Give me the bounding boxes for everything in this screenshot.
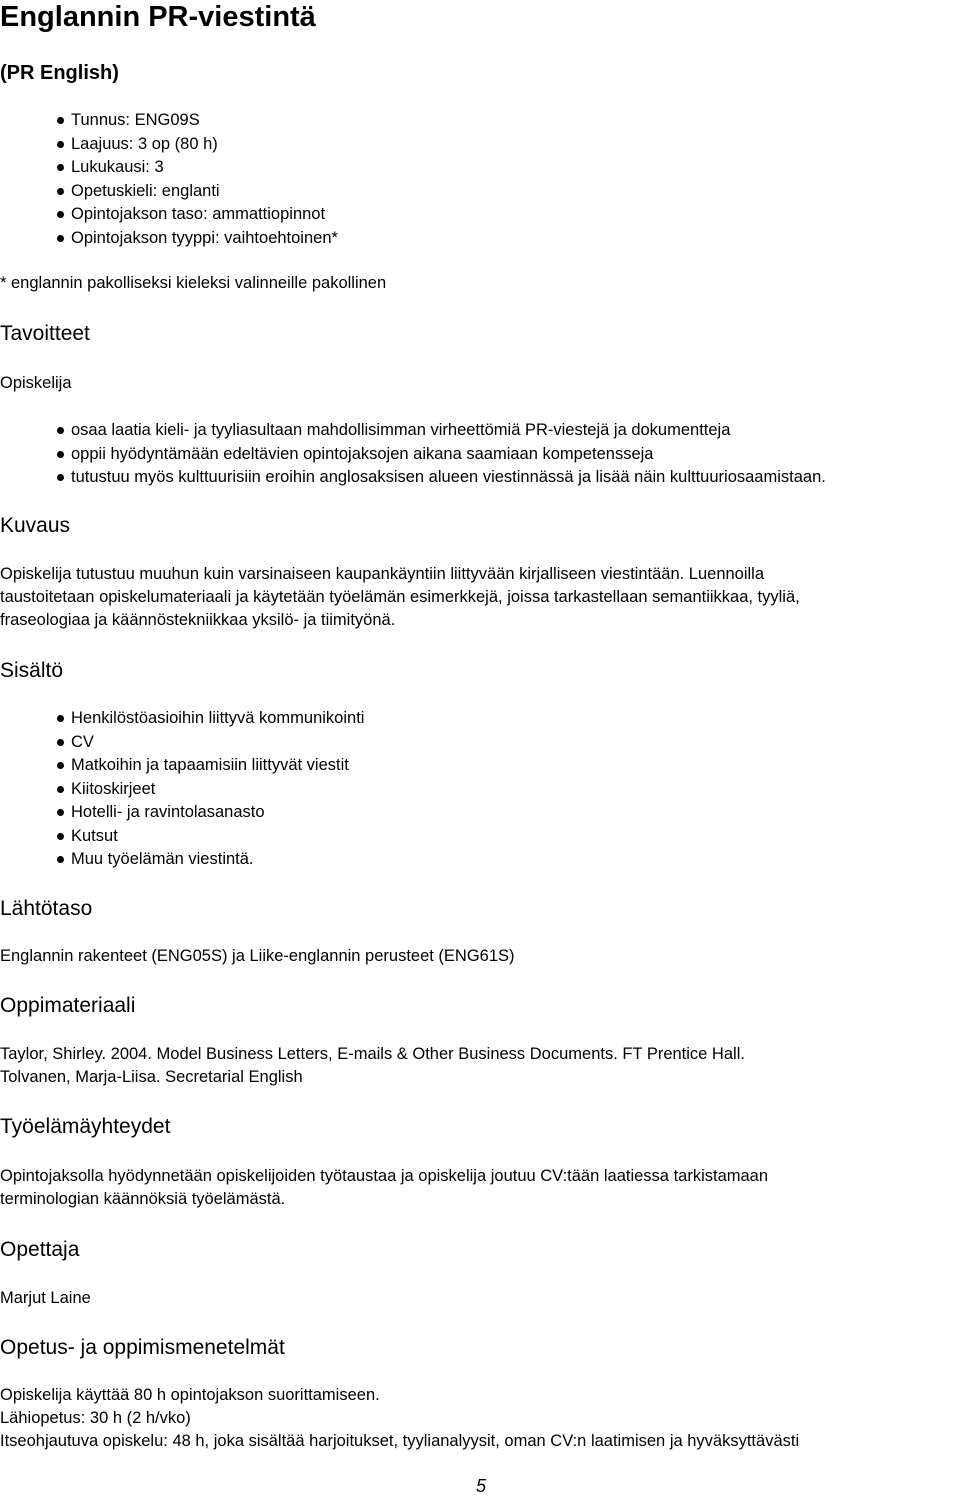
section-heading-tyoelamayhteydet: Työelämäyhteydet [0, 1115, 171, 1138]
list-item: Kutsut [57, 825, 364, 849]
list-item: Hotelli- ja ravintolasanasto [57, 801, 364, 825]
paragraph-line: Opiskelija käyttää 80 h opintojakson suorittamiseen. [0, 1386, 380, 1404]
paragraph-line: Opiskelija tutustuu muuhun kuin varsinaiseen kaupankäyntiin liittyvään kirjalliseen viestintään. Luennoilla [0, 565, 765, 583]
list-item: Kiitoskirjeet [57, 778, 364, 802]
teacher-name: Marjut Laine [0, 1289, 91, 1307]
lahtotaso-paragraph [0, 945, 515, 968]
paragraph-line: Itseohjautuva opiskelu: 48 h, joka sisältää harjoitukset, tyylianalyysit, oman CV:n laatimisen ja hyväksyttävästi [0, 1432, 800, 1450]
bullet-icon [57, 427, 64, 434]
tavoitteet-intro: Opiskelija [0, 374, 72, 392]
bullet-icon [57, 117, 64, 124]
bullet-icon [57, 833, 64, 840]
page-title: Englannin PR-viestintä [0, 1, 316, 33]
paragraph-line: Tolvanen, Marja-Liisa. Secretarial English [0, 1068, 303, 1086]
page-number: 5 [476, 1476, 487, 1496]
section-heading-oppimateriaali: Oppimateriaali [0, 994, 136, 1017]
tyoelamayhteydet-paragraph [0, 1165, 768, 1211]
list-item: tutustuu myös kulttuurisiin eroihin anglosaksisen alueen viestinnässä ja lisää näin kulttuuriosaamistaan. [57, 466, 826, 490]
list-item: Laajuus: 3 op (80 h) [57, 133, 338, 157]
bullet-icon [57, 809, 64, 816]
kuvaus-paragraph [0, 563, 800, 632]
list-item: Matkoihin ja tapaamisiin liittyvät viestit [57, 754, 364, 778]
section-heading-sisalto: Sisältö [0, 659, 64, 682]
page-subtitle: (PR English) [0, 62, 119, 84]
bullet-icon [57, 715, 64, 722]
bullet-icon [57, 739, 64, 746]
list-item: Opetuskieli: englanti [57, 180, 338, 204]
bullet-icon [57, 164, 64, 171]
section-heading-tavoitteet: Tavoitteet [0, 322, 90, 345]
bullet-icon [57, 188, 64, 195]
bullet-icon [57, 856, 64, 863]
list-item: Muu työelämän viestintä. [57, 848, 364, 872]
tavoitteet-list [57, 419, 826, 490]
list-item: Opintojakson tyyppi: vaihtoehtoinen* [57, 227, 338, 251]
footnote: * englannin pakolliseksi kieleksi valinneille pakollinen [0, 274, 387, 292]
list-item: Henkilöstöasioihin liittyvä kommunikointi [57, 707, 364, 731]
bullet-icon [57, 211, 64, 218]
course-info-list [57, 109, 338, 250]
list-item: osaa laatia kieli- ja tyyliasultaan mahdollisimman virheettömiä PR-viestejä ja dokumentteja [57, 419, 826, 443]
bullet-icon [57, 235, 64, 242]
bullet-icon [57, 141, 64, 148]
bullet-icon [57, 474, 64, 481]
bullet-icon [57, 762, 64, 769]
paragraph-line: Taylor, Shirley. 2004. Model Business Letters, E-mails & Other Business Documents. FT Prentice Hall. [0, 1045, 745, 1063]
paragraph-line: fraseologiaa ja käännöstekniikkaa yksilö- ja tiimityönä. [0, 611, 396, 629]
paragraph-line: Englannin rakenteet (ENG05S) ja Liike-englannin perusteet (ENG61S) [0, 947, 515, 965]
list-item: Lukukausi: 3 [57, 156, 338, 180]
section-heading-lahtotaso: Lähtötaso [0, 897, 93, 920]
paragraph-line: Lähiopetus: 30 h (2 h/vko) [0, 1409, 191, 1427]
list-item: Tunnus: ENG09S [57, 109, 338, 133]
opettaja-paragraph [0, 1287, 91, 1310]
oppimateriaali-paragraph [0, 1043, 745, 1089]
list-item: oppii hyödyntämään edeltävien opintojaksojen aikana saamiaan kompetensseja [57, 443, 826, 467]
list-item: Opintojakson taso: ammattiopinnot [57, 203, 338, 227]
bullet-icon [57, 451, 64, 458]
section-heading-menetelmat: Opetus- ja oppimismenetelmät [0, 1336, 285, 1359]
bullet-icon [57, 786, 64, 793]
section-heading-kuvaus: Kuvaus [0, 514, 71, 537]
section-heading-opettaja: Opettaja [0, 1238, 80, 1261]
paragraph-line: Opintojaksolla hyödynnetään opiskelijoiden työtaustaa ja opiskelija joutuu CV:tään laatiessa tarkistamaan [0, 1167, 769, 1185]
paragraph-line: terminologian käännöksiä työelämästä. [0, 1190, 286, 1208]
sisalto-list [57, 707, 364, 872]
list-item: CV [57, 731, 364, 755]
paragraph-line: taustoitetaan opiskelumateriaali ja käytetään työelämän esimerkkejä, joissa tarkastellaan semantiikkaa, tyyliä, [0, 588, 800, 606]
menetelmat-paragraph [0, 1384, 799, 1453]
